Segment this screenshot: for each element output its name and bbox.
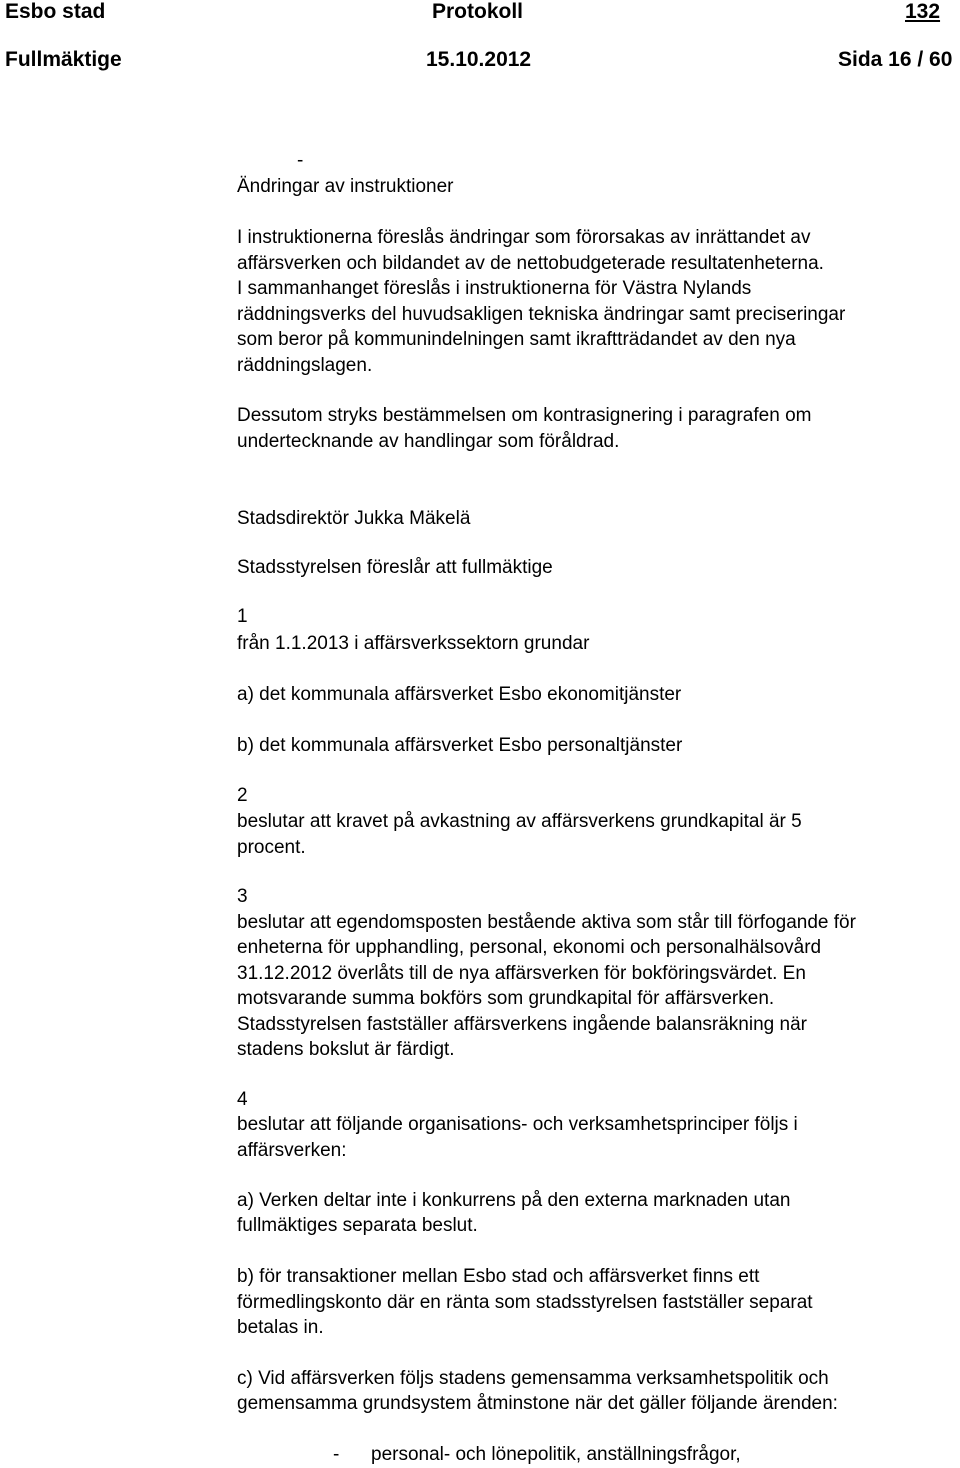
proposal-text: från 1.1.2013 i affärsverkssektorn grundar <box>237 633 590 654</box>
proposal-number: 4 <box>237 1089 248 1110</box>
list-dash: - <box>333 1444 340 1465</box>
header-body: Fullmäktige <box>5 48 122 71</box>
header-doc-type: Protokoll <box>432 0 524 23</box>
header-page: Sida 16 / 60 <box>838 48 953 71</box>
proposal-intro: Stadsstyrelsen föreslår att fullmäktige <box>237 557 553 578</box>
section-title: Ändringar av instruktioner <box>237 176 454 197</box>
header-date: 15.10.2012 <box>426 48 532 71</box>
presenter: Stadsdirektör Jukka Mäkelä <box>237 508 471 529</box>
proposal-number: 2 <box>237 785 248 806</box>
list-item-text: personal- och lönepolitik, anställningsfrågor, <box>371 1444 741 1465</box>
section-dash: - <box>297 150 304 171</box>
header-org: Esbo stad <box>5 0 106 23</box>
proposal-number: 3 <box>237 886 248 907</box>
list-item <box>333 1442 741 1468</box>
header-number: 132 <box>905 0 941 23</box>
proposal-item-b: b) det kommunala affärsverket Esbo personaltjänster <box>237 735 683 756</box>
proposal-item-a: a) det kommunala affärsverket Esbo ekonomitjänster <box>237 684 682 705</box>
proposal-number: 1 <box>237 606 248 627</box>
